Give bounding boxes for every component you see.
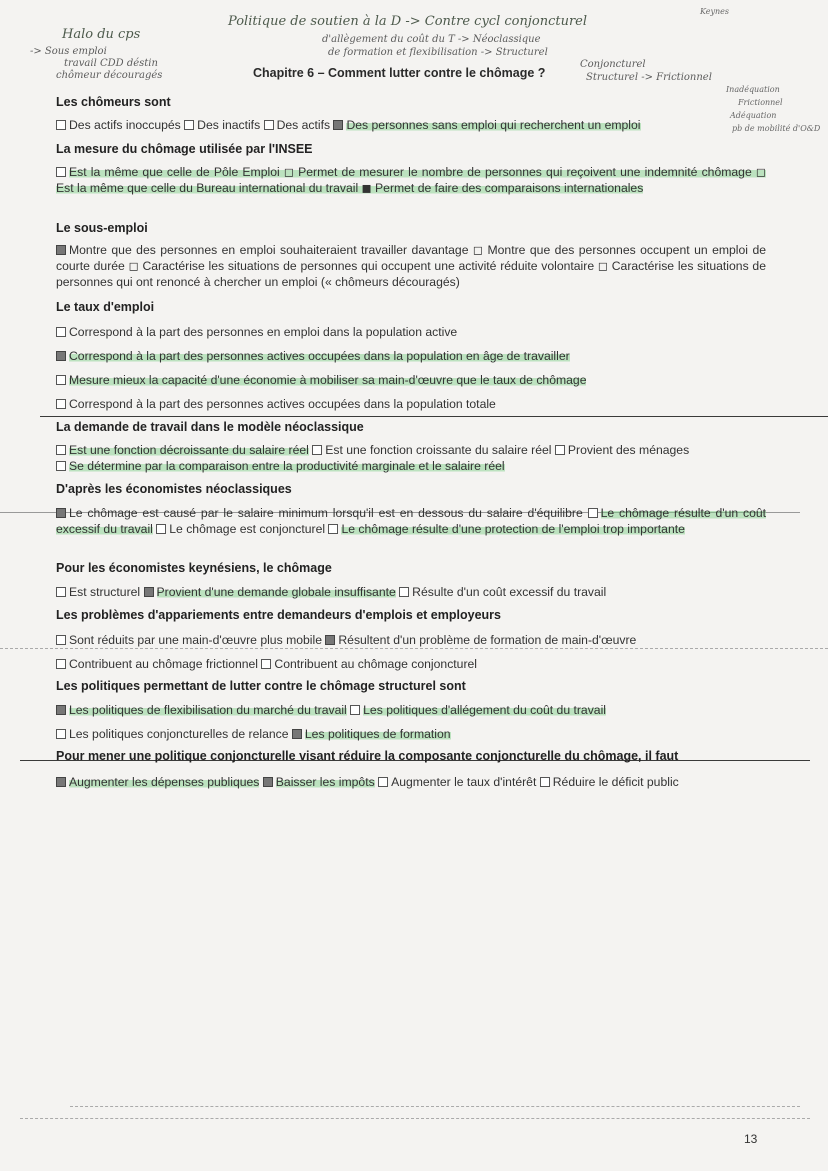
option-label: Résulte d'un coût excessif du travail: [412, 585, 607, 599]
checkbox[interactable]: [350, 705, 360, 715]
question-heading: Le sous-emploi: [56, 221, 148, 235]
handwritten-note: de formation et flexibilisation -> Structurel: [328, 47, 548, 58]
checkbox[interactable]: [56, 167, 66, 177]
option-label: Augmenter les dépenses publiques: [69, 775, 260, 789]
handwritten-note: chômeur découragés: [56, 70, 163, 81]
handwritten-note: Halo du cps: [62, 27, 141, 42]
option-label: Des personnes sans emploi qui recherchent un emploi: [346, 118, 641, 132]
answer-options: [56, 774, 766, 790]
answer-option: [56, 372, 766, 388]
handwritten-note: -> Sous emploi: [30, 46, 107, 57]
option-label: Contribuent au chômage frictionnel: [69, 657, 259, 671]
option-label: Mesure mieux la capacité d'une économie à mobiliser sa main-d'œuvre que le taux de chômage: [69, 373, 587, 387]
checkbox[interactable]: [312, 445, 322, 455]
answer-option: [56, 348, 766, 364]
answer-options: [56, 584, 766, 600]
option-label: Augmenter le taux d'intérêt: [391, 775, 537, 789]
option-label: Correspond à la part des personnes actives occupées dans la population en âge de travailler: [69, 349, 570, 363]
page-title: Chapitre 6 – Comment lutter contre le chômage ?: [253, 66, 546, 80]
option-label: Correspond à la part des personnes en emploi dans la population active: [69, 325, 458, 339]
question-heading: Pour mener une politique conjoncturelle visant réduire la composante conjoncturelle du chômage, il faut: [56, 749, 679, 763]
checkbox[interactable]: [56, 399, 66, 409]
option-label: Montre que des personnes en emploi souhaiteraient travailler davantage ◻ Montre que des personnes occupent un emploi de courte durée ◻ Caractérise les situations de personnes qui occupent une activité réduite volontaire ◻ Caractérise les situations de personnes qui ont renoncé à chercher un emploi (« chômeurs découragés): [56, 243, 766, 289]
checkbox[interactable]: [184, 120, 194, 130]
checkbox[interactable]: [264, 120, 274, 130]
option-label: Les politiques d'allégement du coût du travail: [363, 703, 607, 717]
faint-line: [70, 1106, 800, 1107]
option-label: Des inactifs: [197, 118, 261, 132]
handwritten-note: Inadéquation: [726, 85, 780, 94]
question-heading: Pour les économistes keynésiens, le chômage: [56, 561, 332, 575]
checkbox[interactable]: [56, 729, 66, 739]
checkbox[interactable]: [56, 587, 66, 597]
checkbox-checked[interactable]: [325, 635, 335, 645]
checkbox[interactable]: [588, 508, 598, 518]
checkbox-checked[interactable]: [56, 351, 66, 361]
option-label: Est structurel: [69, 585, 141, 599]
handwritten-note: Structurel -> Frictionnel: [586, 72, 712, 83]
checkbox[interactable]: [328, 524, 338, 534]
question-heading: La demande de travail dans le modèle néoclassique: [56, 420, 364, 434]
option-label: Les politiques de formation: [304, 727, 451, 741]
checkbox[interactable]: [56, 327, 66, 337]
option-label: Les politiques de flexibilisation du marché du travail: [69, 703, 347, 717]
checkbox[interactable]: [56, 120, 66, 130]
handwritten-note: d'allègement du coût du T -> Néoclassique: [322, 34, 541, 45]
option-label: Baisser les impôts: [275, 775, 375, 789]
option-label: Est la même que celle de Pôle Emploi ◻ Permet de mesurer le nombre de personnes qui reçoivent une indemnité chômage ◻ Est la même que celle du Bureau international du travail ◼ Permet de faire des comparaisons internationales: [56, 165, 766, 195]
checkbox-checked[interactable]: [56, 777, 66, 787]
answer-options: [56, 632, 766, 648]
checkbox[interactable]: [56, 635, 66, 645]
checkbox-checked[interactable]: [144, 587, 154, 597]
option-label: Est une fonction décroissante du salaire réel: [69, 443, 309, 457]
checkbox[interactable]: [261, 659, 271, 669]
answer-options: [56, 164, 766, 196]
option-label: Provient d'une demande globale insuffisante: [156, 585, 396, 599]
option-label: Des actifs: [276, 118, 331, 132]
checkbox[interactable]: [540, 777, 550, 787]
option-label: Le chômage résulte d'un coût excessif du travail: [56, 506, 767, 536]
divider: [40, 416, 828, 417]
answer-options: [56, 117, 766, 133]
answer-options: [56, 726, 766, 742]
checkbox-checked[interactable]: [56, 245, 66, 255]
handwritten-note: Politique de soutien à la D -> Contre cycl conjoncturel: [228, 14, 588, 29]
checkbox-checked[interactable]: [56, 705, 66, 715]
option-label: Est une fonction croissante du salaire réel: [325, 443, 552, 457]
handwritten-note: pb de mobilité d'O&D: [732, 124, 821, 133]
answer-options: [56, 702, 766, 718]
checkbox-checked[interactable]: [333, 120, 343, 130]
option-label: Les politiques conjoncturelles de relance: [69, 727, 289, 741]
option-label: Provient des ménages: [567, 443, 690, 457]
page-number: 13: [744, 1132, 758, 1146]
answer-option: [56, 324, 766, 340]
option-label: Correspond à la part des personnes actives occupées dans la population totale: [69, 397, 496, 411]
question-heading: Les chômeurs sont: [56, 95, 171, 109]
question-heading: La mesure du chômage utilisée par l'INSEE: [56, 142, 313, 156]
answer-options: [56, 505, 766, 537]
question-heading: Le taux d'emploi: [56, 300, 155, 314]
checkbox[interactable]: [555, 445, 565, 455]
answer-option: [56, 396, 766, 412]
faint-line: [20, 1118, 810, 1119]
handwritten-note: Adéquation: [730, 111, 777, 120]
handwritten-note: travail CDD déstin: [64, 58, 158, 69]
answer-options: [56, 242, 766, 290]
handwritten-note: Conjoncturel: [580, 59, 646, 70]
question-heading: Les politiques permettant de lutter contre le chômage structurel sont: [56, 679, 466, 693]
option-label: Le chômage est conjoncturel: [169, 522, 326, 536]
checkbox-checked[interactable]: [56, 508, 66, 518]
option-label: Résultent d'un problème de formation de main-d'œuvre: [338, 633, 637, 647]
question-heading: Les problèmes d'appariements entre demandeurs d'emplois et employeurs: [56, 608, 501, 622]
checkbox-checked[interactable]: [292, 729, 302, 739]
option-label: Réduire le déficit public: [552, 775, 679, 789]
checkbox[interactable]: [56, 461, 66, 471]
checkbox[interactable]: [399, 587, 409, 597]
handwritten-note: Frictionnel: [738, 98, 783, 107]
checkbox[interactable]: [56, 375, 66, 385]
checkbox-checked[interactable]: [263, 777, 273, 787]
checkbox[interactable]: [156, 524, 166, 534]
question-heading: D'après les économistes néoclassiques: [56, 482, 292, 496]
option-label: Contribuent au chômage conjoncturel: [274, 657, 477, 671]
checkbox[interactable]: [56, 445, 66, 455]
checkbox[interactable]: [56, 659, 66, 669]
answer-options: [56, 442, 766, 474]
fold-line: [0, 648, 828, 649]
option-label: Se détermine par la comparaison entre la productivité marginale et le salaire réel: [69, 459, 505, 473]
handwritten-note: Keynes: [700, 7, 730, 16]
option-label: Sont réduits par une main-d'œuvre plus mobile: [69, 633, 322, 647]
option-label: Des actifs inoccupés: [69, 118, 181, 132]
option-label: Le chômage est causé par le salaire minimum lorsqu'il est en dessous du salaire d'équilibre: [69, 506, 583, 520]
option-label: Le chômage résulte d'une protection de l'emploi trop importante: [341, 522, 685, 536]
answer-options: [56, 656, 766, 672]
checkbox[interactable]: [378, 777, 388, 787]
